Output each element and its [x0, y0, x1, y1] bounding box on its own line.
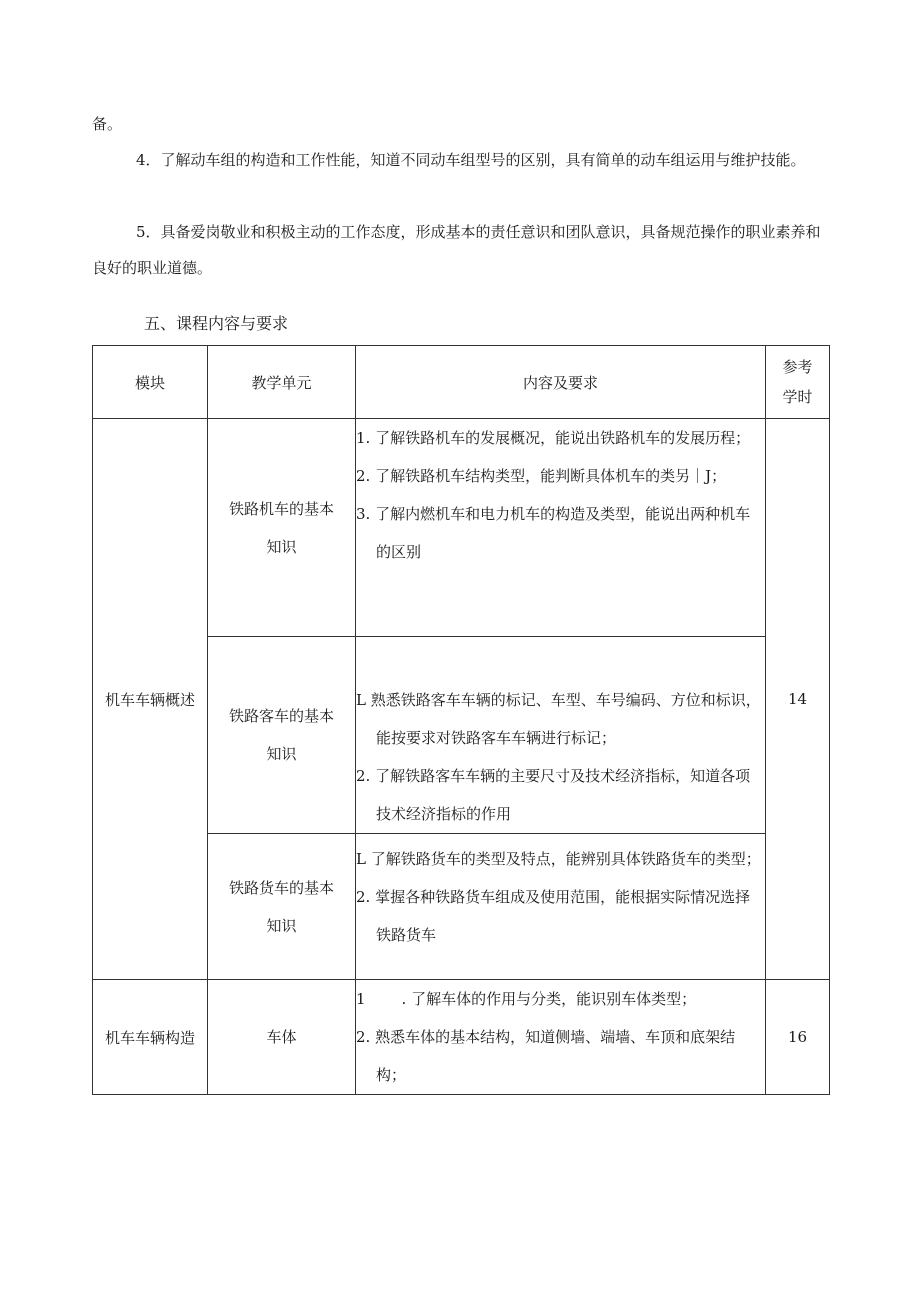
content-cell [356, 419, 766, 637]
section-heading: 五、课程内容与要求 [144, 314, 289, 333]
unit-line: 车体 [266, 1028, 297, 1046]
content-cell [356, 834, 766, 980]
table-row [93, 419, 830, 637]
item-number: 1 [356, 990, 366, 1008]
content-cell [356, 637, 766, 834]
unit-cell [208, 834, 356, 980]
module-cell: 机车车辆概述 [93, 419, 208, 980]
content-cell [356, 980, 766, 1095]
content-item: L 熟悉铁路客车车辆的标记、车型、车号编码、方位和标识，能按要求对铁路客车车辆进行标记； [356, 691, 761, 747]
hours-cell: 14 [766, 419, 830, 980]
unit-cell [208, 980, 356, 1095]
table-header-row [93, 346, 830, 419]
unit-line: 铁路机车的基本 [228, 499, 334, 518]
header-hours-line1: 参考 [782, 358, 813, 376]
header-module: 模块 [93, 346, 208, 419]
table-row [93, 980, 830, 1095]
unit-cell [208, 419, 356, 637]
header-content: 内容及要求 [356, 346, 766, 419]
unit-line: 铁路货车的基本 [228, 878, 334, 897]
unit-line: 铁路客车的基本 [228, 707, 334, 725]
paragraph-objective-4: 4．了解动车组的构造和工作性能，知道不同动车组型号的区别，具有简单的动车组运用与维护技能。 [136, 151, 806, 169]
content-item: 2. 了解铁路机车结构类型，能判断具体机车的类另｜J； [356, 467, 727, 485]
course-content-table [92, 345, 830, 1095]
header-hours-line2: 学时 [782, 388, 813, 406]
item-text: . 了解车体的作用与分类，能识别车体类型； [401, 990, 697, 1008]
unit-cell [208, 637, 356, 834]
paragraph-objective-5: 5．具备爱岗敬业和积极主动的工作态度，形成基本的责任意识和团队意识，具备规范操作的职业素养和良好的职业道德。 [92, 223, 821, 277]
hours-cell: 16 [766, 980, 830, 1095]
content-item: L 了解铁路货车的类型及特点，能辨别具体铁路货车的类型； [356, 850, 761, 868]
content-item [356, 980, 765, 1018]
unit-line: 知识 [266, 537, 297, 556]
paragraph-continuation: 备。 [92, 115, 123, 133]
content-item: 3. 了解内燃机车和电力机车的构造及类型，能说出两种机车的区别 [356, 505, 751, 561]
unit-line: 知识 [266, 916, 297, 935]
content-item: 2. 了解铁路客车车辆的主要尺寸及技术经济指标，知道各项技术经济指标的作用 [356, 767, 751, 823]
module-cell: 机车车辆构造 [93, 980, 208, 1095]
content-item: 1. 了解铁路机车的发展概况，能说出铁路机车的发展历程； [356, 429, 751, 447]
content-item: 2. 掌握各种铁路货车组成及使用范围，能根据实际情况选择铁路货车 [356, 888, 751, 944]
header-hours [766, 346, 830, 419]
unit-line: 知识 [266, 745, 297, 763]
header-unit: 教学单元 [208, 346, 356, 419]
content-item: 2. 熟悉车体的基本结构，知道侧墙、端墙、车顶和底架结构； [356, 1028, 736, 1084]
